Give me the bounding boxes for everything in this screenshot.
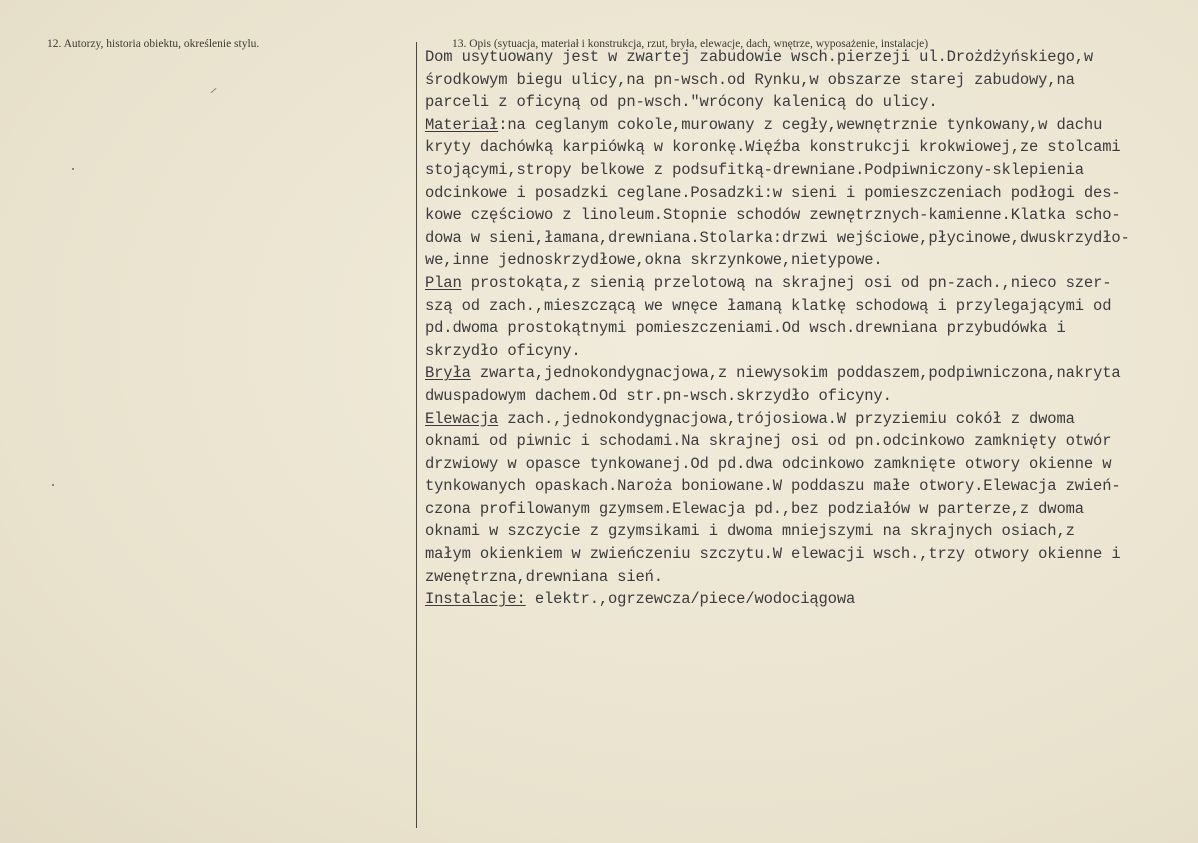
section-line: oknami od piwnic i schodami.Na skrajnej osi od pn.odcinkowo zamknięty otwór <box>425 432 1112 451</box>
section-line: Bryła zwarta,jednokondygnacjowa,z niewysokim poddaszem,podpiwniczona,nakryta <box>425 364 1121 383</box>
section-line: odcinkowe i posadzki ceglane.Posadzki:w sieni i pomieszczeniach podłogi des- <box>425 183 1121 202</box>
section-line: dwuspadowym dachem.Od str.pn-wsch.skrzydło oficyny. <box>425 386 892 405</box>
section-line: Instalacje: elektr.,ogrzewcza/piece/wodociągowa <box>425 590 856 609</box>
section-line: Plan prostokąta,z sienią przelotową na skrajnej osi od pn-zach.,nieco szer- <box>425 273 1112 292</box>
section-line: drzwiowy w opasce tynkowanej.Od pd.dwa odcinkowo zamknięte otwory okienne w <box>425 454 1112 473</box>
section-line: stojącymi,stropy belkowe z podsufitką-drewniane.Podpiwniczony-sklepienia <box>425 160 1084 179</box>
section-heading-material: Materiał <box>425 115 499 134</box>
section-heading-bryla: Bryła <box>425 364 471 383</box>
section-line: pd.dwoma prostokątnymi pomieszczeniami.Od wsch.drewniana przybudówka i <box>425 319 1066 338</box>
section-line: szą od zach.,mieszczącą we wnęce łamaną klatkę schodową i przylegającymi od <box>425 296 1112 315</box>
section-line: małym okienkiem w zwieńczeniu szczytu.W elewacji wsch.,trzy otwory okienne i <box>425 545 1121 564</box>
section-line: kowe częściowo z linoleum.Stopnie schodów zewnętrznych-kamienne.Klatka scho- <box>425 206 1121 225</box>
paper-speck <box>52 484 54 486</box>
section-line: we,inne jednoskrzydłowe,okna skrzynkowe,nietypowe. <box>425 251 883 270</box>
paper-speck <box>72 168 74 170</box>
section-line: skrzydło oficyny. <box>425 341 581 360</box>
section-heading-instalacje: Instalacje: <box>425 590 526 609</box>
section-line: kryty dachówką karpiówką w koronkę.Więźba konstrukcji krokwiowej,ze stolcami <box>425 138 1121 157</box>
field-13-label: 13. Opis (sytuacja, materiał i konstrukcja, rzut, bryła, elewacje, dach, wnętrze, wyposażenie, instalacje) <box>452 38 929 50</box>
intro-line: środkowym biegu ulicy,na pn-wsch.od Rynku,w obszarze starej zabudowy,na <box>425 70 1075 89</box>
section-line: Materiał:na ceglanym cokole,murowany z cegły,wewnętrznie tynkowany,w dachu <box>425 115 1103 134</box>
intro-line: parceli z oficyną od pn-wsch."wrócony kalenicą do ulicy. <box>425 93 938 112</box>
intro-line: Dom usytuowany jest w zwartej zabudowie wsch.pierzeji ul.Drożdżyńskiego,w <box>425 48 1094 66</box>
field-12-label: 12. Autorzy, historia obiektu, określenie stylu. <box>47 38 260 50</box>
section-line: tynkowanych opaskach.Naroża boniowane.W poddaszu małe otwory.Elewacja zwień- <box>425 477 1121 496</box>
pencil-mark <box>210 88 216 93</box>
section-heading-elewacja: Elewacja <box>425 409 499 428</box>
section-line: oknami w szczycie z gzymsikami i dwoma mniejszymi na skrajnych osiach,z <box>425 522 1075 541</box>
section-line: zwenętrzna,drewniana sień. <box>425 567 663 586</box>
section-line: dowa w sieni,łamana,drewniana.Stolarka:drzwi wejściowe,płycinowe,dwuskrzydło- <box>425 228 1130 247</box>
description-text <box>425 46 1185 611</box>
section-line: Elewacja zach.,jednokondygnacjowa,trójosiowa.W przyziemiu cokół z dwoma <box>425 409 1075 428</box>
column-divider <box>416 42 417 828</box>
section-heading-plan: Plan <box>425 273 462 292</box>
section-line: czona profilowanym gzymsem.Elewacja pd.,bez podziałów w parterze,z dwoma <box>425 499 1084 518</box>
